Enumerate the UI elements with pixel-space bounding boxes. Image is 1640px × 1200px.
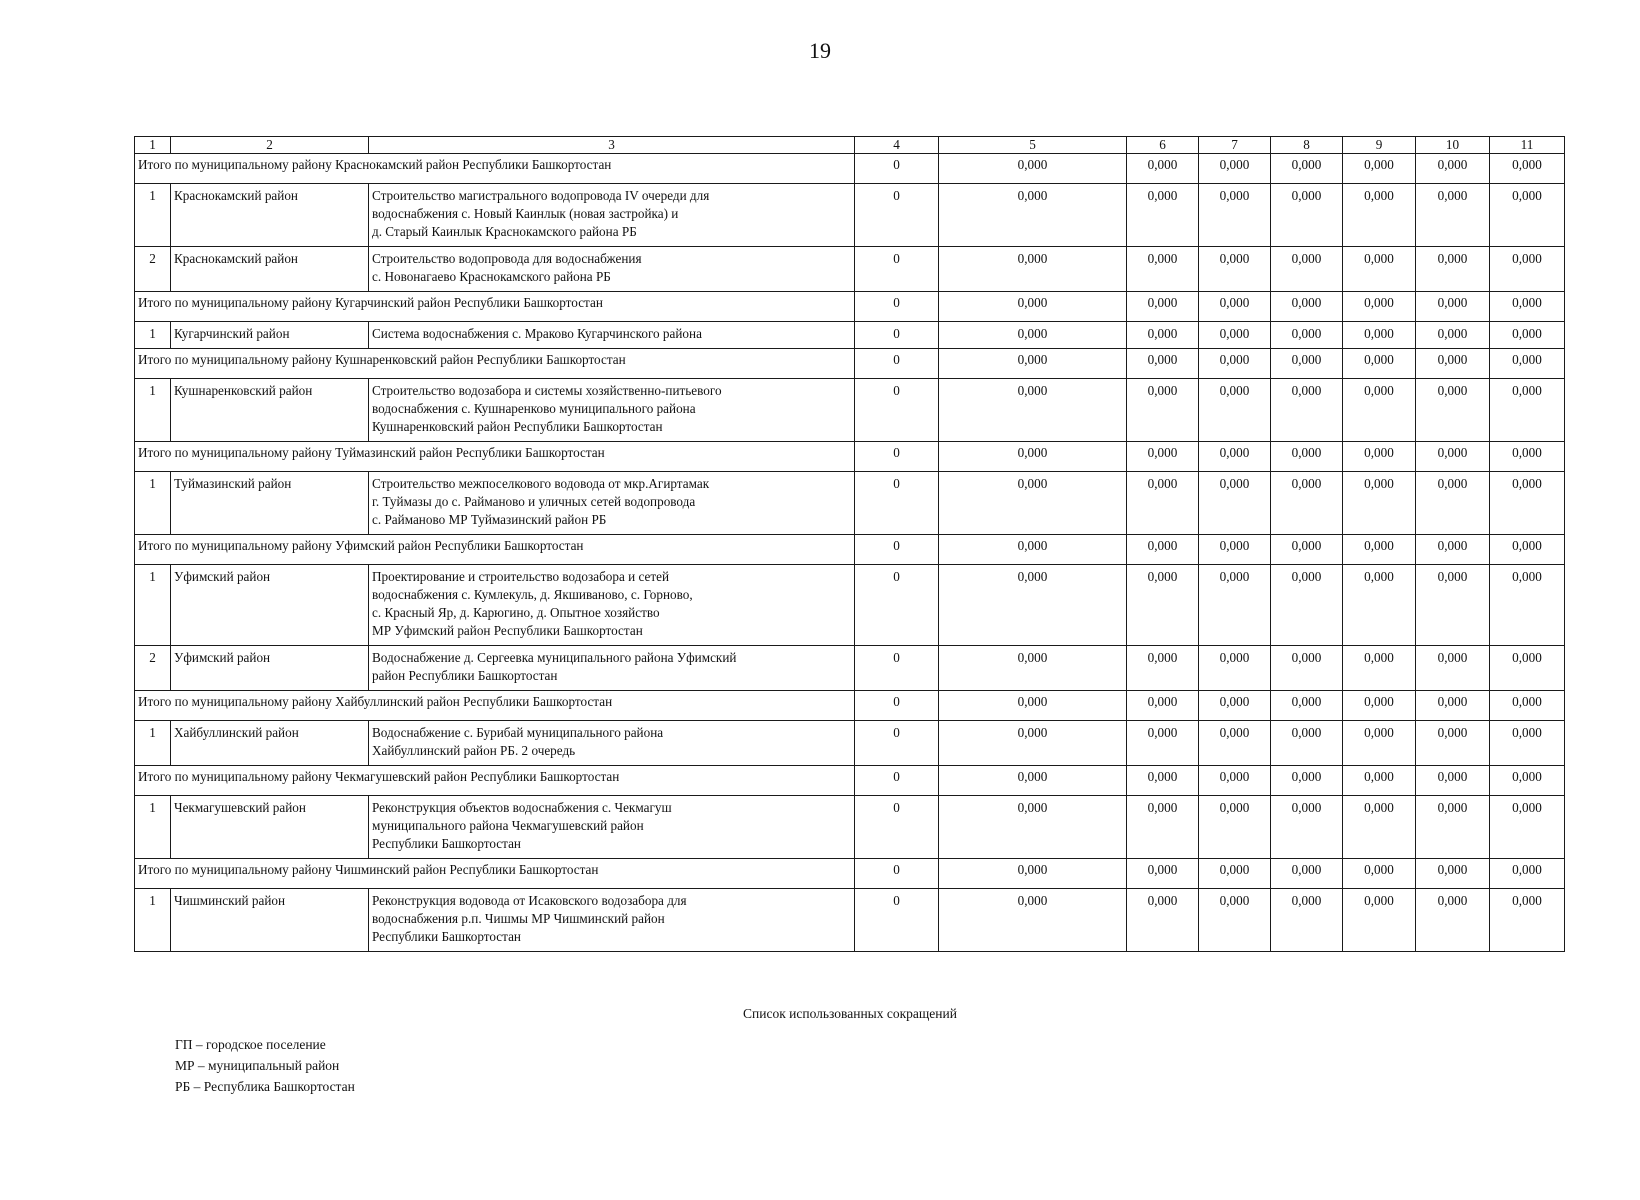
value-cell-col-11: 0,000 [1490, 379, 1565, 442]
district-total-row [135, 691, 1565, 721]
value-cell-col-8: 0,000 [1271, 154, 1343, 184]
row-number: 2 [135, 646, 171, 691]
value-cell-col-11: 0,000 [1490, 247, 1565, 292]
value-cell-col-4: 0 [855, 349, 939, 379]
project-description-line: Строительство водопровода для водоснабжения [372, 251, 642, 266]
value-cell-col-10: 0,000 [1416, 292, 1490, 322]
value-cell-col-8: 0,000 [1271, 379, 1343, 442]
table-body [135, 137, 1565, 952]
project-description [369, 721, 855, 766]
value-cell-col-9: 0,000 [1343, 565, 1416, 646]
project-description [369, 322, 855, 349]
value-cell-col-7: 0,000 [1199, 322, 1271, 349]
value-cell-col-6: 0,000 [1127, 565, 1199, 646]
value-cell-col-7: 0,000 [1199, 154, 1271, 184]
district-total-row [135, 292, 1565, 322]
total-label: Итого по муниципальному району Кугарчинский район Республики Башкортостан [135, 292, 855, 322]
district-name: Кушнаренковский район [171, 379, 369, 442]
project-row [135, 796, 1565, 859]
water-supply-table [134, 136, 1565, 952]
project-description-line: Строительство межпоселкового водовода от мкр.Агиртамак [372, 476, 710, 491]
value-cell-col-11: 0,000 [1490, 646, 1565, 691]
project-description-line: водоснабжения с. Новый Каинлык (новая застройка) и [372, 206, 679, 221]
value-cell-col-7: 0,000 [1199, 379, 1271, 442]
value-cell-col-8: 0,000 [1271, 292, 1343, 322]
value-cell-col-11: 0,000 [1490, 721, 1565, 766]
project-row [135, 721, 1565, 766]
value-cell-col-5: 0,000 [939, 889, 1127, 952]
value-cell-col-7: 0,000 [1199, 349, 1271, 379]
value-cell-col-6: 0,000 [1127, 889, 1199, 952]
value-cell-col-6: 0,000 [1127, 247, 1199, 292]
value-cell-col-9: 0,000 [1343, 184, 1416, 247]
header-cell: 6 [1127, 137, 1199, 154]
total-label: Итого по муниципальному району Кушнаренковский район Республики Башкортостан [135, 349, 855, 379]
district-total-row [135, 535, 1565, 565]
total-label: Итого по муниципальному району Чекмагушевский район Республики Башкортостан [135, 766, 855, 796]
value-cell-col-9: 0,000 [1343, 859, 1416, 889]
value-cell-col-10: 0,000 [1416, 184, 1490, 247]
project-description-line: МР Уфимский район Республики Башкортостан [372, 623, 643, 638]
table-header-row [135, 137, 1565, 154]
value-cell-col-5: 0,000 [939, 766, 1127, 796]
value-cell-col-10: 0,000 [1416, 721, 1490, 766]
row-number: 1 [135, 796, 171, 859]
project-description-line: Республики Башкортостан [372, 836, 521, 851]
value-cell-col-11: 0,000 [1490, 322, 1565, 349]
district-total-row [135, 154, 1565, 184]
value-cell-col-10: 0,000 [1416, 535, 1490, 565]
project-description-line: Система водоснабжения с. Мраково Кугарчинского района [372, 326, 702, 341]
value-cell-col-7: 0,000 [1199, 184, 1271, 247]
row-number: 1 [135, 379, 171, 442]
value-cell-col-11: 0,000 [1490, 859, 1565, 889]
total-label: Итого по муниципальному району Чишминский район Республики Башкортостан [135, 859, 855, 889]
value-cell-col-8: 0,000 [1271, 565, 1343, 646]
value-cell-col-5: 0,000 [939, 322, 1127, 349]
value-cell-col-11: 0,000 [1490, 154, 1565, 184]
value-cell-col-4: 0 [855, 292, 939, 322]
project-description [369, 184, 855, 247]
header-cell: 2 [171, 137, 369, 154]
value-cell-col-10: 0,000 [1416, 442, 1490, 472]
value-cell-col-8: 0,000 [1271, 247, 1343, 292]
value-cell-col-4: 0 [855, 535, 939, 565]
value-cell-col-10: 0,000 [1416, 889, 1490, 952]
value-cell-col-5: 0,000 [939, 721, 1127, 766]
value-cell-col-9: 0,000 [1343, 247, 1416, 292]
project-description-line: водоснабжения с. Кумлекуль, д. Якшиваново, с. Горново, [372, 587, 693, 602]
project-row [135, 646, 1565, 691]
value-cell-col-11: 0,000 [1490, 184, 1565, 247]
value-cell-col-7: 0,000 [1199, 292, 1271, 322]
district-name: Хайбуллинский район [171, 721, 369, 766]
value-cell-col-4: 0 [855, 565, 939, 646]
total-label: Итого по муниципальному району Туймазинский район Республики Башкортостан [135, 442, 855, 472]
project-description-line: район Республики Башкортостан [372, 668, 558, 683]
value-cell-col-11: 0,000 [1490, 796, 1565, 859]
value-cell-col-7: 0,000 [1199, 766, 1271, 796]
project-description-line: Водоснабжение д. Сергеевка муниципального района Уфимский [372, 650, 737, 665]
value-cell-col-9: 0,000 [1343, 349, 1416, 379]
value-cell-col-8: 0,000 [1271, 766, 1343, 796]
value-cell-col-9: 0,000 [1343, 646, 1416, 691]
row-number: 1 [135, 889, 171, 952]
value-cell-col-4: 0 [855, 472, 939, 535]
project-description [369, 247, 855, 292]
abbreviation-item: РБ – Республика Башкортостан [175, 1079, 355, 1094]
value-cell-col-11: 0,000 [1490, 442, 1565, 472]
project-description-line: Проектирование и строительство водозабора и сетей [372, 569, 670, 584]
value-cell-col-10: 0,000 [1416, 472, 1490, 535]
value-cell-col-5: 0,000 [939, 349, 1127, 379]
value-cell-col-4: 0 [855, 322, 939, 349]
value-cell-col-9: 0,000 [1343, 766, 1416, 796]
value-cell-col-7: 0,000 [1199, 442, 1271, 472]
total-label: Итого по муниципальному району Краснокамский район Республики Башкортостан [135, 154, 855, 184]
value-cell-col-4: 0 [855, 442, 939, 472]
value-cell-col-10: 0,000 [1416, 859, 1490, 889]
row-number: 1 [135, 565, 171, 646]
district-name: Уфимский район [171, 565, 369, 646]
abbreviation-item: ГП – городское поселение [175, 1037, 326, 1052]
district-total-row [135, 766, 1565, 796]
value-cell-col-9: 0,000 [1343, 442, 1416, 472]
value-cell-col-8: 0,000 [1271, 721, 1343, 766]
project-description-line: Реконструкция водовода от Исаковского водозабора для [372, 893, 687, 908]
value-cell-col-8: 0,000 [1271, 472, 1343, 535]
value-cell-col-10: 0,000 [1416, 322, 1490, 349]
value-cell-col-6: 0,000 [1127, 292, 1199, 322]
project-description-line: с. Райманово МР Туймазинский район РБ [372, 512, 607, 527]
value-cell-col-9: 0,000 [1343, 889, 1416, 952]
value-cell-col-8: 0,000 [1271, 349, 1343, 379]
value-cell-col-6: 0,000 [1127, 184, 1199, 247]
header-cell: 11 [1490, 137, 1565, 154]
district-name: Краснокамский район [171, 184, 369, 247]
value-cell-col-11: 0,000 [1490, 349, 1565, 379]
value-cell-col-5: 0,000 [939, 379, 1127, 442]
value-cell-col-4: 0 [855, 721, 939, 766]
row-number: 1 [135, 721, 171, 766]
abbreviations-title: Список использованных сокращений [743, 1006, 957, 1021]
header-cell: 5 [939, 137, 1127, 154]
district-total-row [135, 859, 1565, 889]
value-cell-col-5: 0,000 [939, 247, 1127, 292]
project-description [369, 646, 855, 691]
abbreviations-list [175, 1034, 355, 1097]
district-name: Краснокамский район [171, 247, 369, 292]
project-description-line: Строительство магистрального водопровода IV очереди для [372, 188, 710, 203]
value-cell-col-10: 0,000 [1416, 646, 1490, 691]
value-cell-col-10: 0,000 [1416, 247, 1490, 292]
project-description-line: Строительство водозабора и системы хозяйственно-питьевого [372, 383, 722, 398]
project-row [135, 184, 1565, 247]
value-cell-col-11: 0,000 [1490, 889, 1565, 952]
value-cell-col-6: 0,000 [1127, 472, 1199, 535]
value-cell-col-4: 0 [855, 796, 939, 859]
value-cell-col-6: 0,000 [1127, 796, 1199, 859]
value-cell-col-7: 0,000 [1199, 721, 1271, 766]
value-cell-col-4: 0 [855, 154, 939, 184]
value-cell-col-5: 0,000 [939, 565, 1127, 646]
value-cell-col-9: 0,000 [1343, 535, 1416, 565]
value-cell-col-5: 0,000 [939, 796, 1127, 859]
value-cell-col-7: 0,000 [1199, 247, 1271, 292]
district-name: Туймазинский район [171, 472, 369, 535]
value-cell-col-5: 0,000 [939, 535, 1127, 565]
district-name: Чекмагушевский район [171, 796, 369, 859]
value-cell-col-5: 0,000 [939, 292, 1127, 322]
value-cell-col-6: 0,000 [1127, 154, 1199, 184]
value-cell-col-10: 0,000 [1416, 349, 1490, 379]
value-cell-col-4: 0 [855, 766, 939, 796]
value-cell-col-9: 0,000 [1343, 292, 1416, 322]
project-row [135, 889, 1565, 952]
value-cell-col-5: 0,000 [939, 691, 1127, 721]
value-cell-col-4: 0 [855, 691, 939, 721]
district-name: Кугарчинский район [171, 322, 369, 349]
abbreviation-item: МР – муниципальный район [175, 1058, 340, 1073]
value-cell-col-9: 0,000 [1343, 322, 1416, 349]
value-cell-col-7: 0,000 [1199, 472, 1271, 535]
project-description-line: с. Новонагаево Краснокамского района РБ [372, 269, 611, 284]
row-number: 1 [135, 472, 171, 535]
total-label: Итого по муниципальному району Уфимский район Республики Башкортостан [135, 535, 855, 565]
row-number: 2 [135, 247, 171, 292]
header-cell: 10 [1416, 137, 1490, 154]
value-cell-col-5: 0,000 [939, 184, 1127, 247]
value-cell-col-8: 0,000 [1271, 322, 1343, 349]
project-description-line: Реконструкция объектов водоснабжения с. Чекмагуш [372, 800, 672, 815]
value-cell-col-11: 0,000 [1490, 565, 1565, 646]
header-cell: 3 [369, 137, 855, 154]
value-cell-col-9: 0,000 [1343, 472, 1416, 535]
value-cell-col-10: 0,000 [1416, 379, 1490, 442]
value-cell-col-5: 0,000 [939, 442, 1127, 472]
project-description [369, 565, 855, 646]
value-cell-col-5: 0,000 [939, 472, 1127, 535]
project-description [369, 889, 855, 952]
district-name: Чишминский район [171, 889, 369, 952]
project-description-line: муниципального района Чекмагушевский район [372, 818, 644, 833]
value-cell-col-11: 0,000 [1490, 472, 1565, 535]
value-cell-col-4: 0 [855, 646, 939, 691]
value-cell-col-9: 0,000 [1343, 796, 1416, 859]
value-cell-col-11: 0,000 [1490, 292, 1565, 322]
value-cell-col-7: 0,000 [1199, 796, 1271, 859]
value-cell-col-10: 0,000 [1416, 766, 1490, 796]
value-cell-col-4: 0 [855, 247, 939, 292]
project-row [135, 379, 1565, 442]
value-cell-col-7: 0,000 [1199, 535, 1271, 565]
water-supply-table-container [134, 136, 1564, 952]
value-cell-col-6: 0,000 [1127, 535, 1199, 565]
value-cell-col-6: 0,000 [1127, 766, 1199, 796]
value-cell-col-4: 0 [855, 889, 939, 952]
value-cell-col-8: 0,000 [1271, 442, 1343, 472]
value-cell-col-6: 0,000 [1127, 859, 1199, 889]
project-description-line: Кушнаренковский район Республики Башкортостан [372, 419, 663, 434]
project-description-line: Водоснабжение с. Бурибай муниципального района [372, 725, 664, 740]
value-cell-col-11: 0,000 [1490, 691, 1565, 721]
value-cell-col-10: 0,000 [1416, 691, 1490, 721]
project-row [135, 247, 1565, 292]
value-cell-col-9: 0,000 [1343, 154, 1416, 184]
value-cell-col-8: 0,000 [1271, 796, 1343, 859]
value-cell-col-5: 0,000 [939, 646, 1127, 691]
value-cell-col-6: 0,000 [1127, 379, 1199, 442]
value-cell-col-7: 0,000 [1199, 859, 1271, 889]
header-cell: 9 [1343, 137, 1416, 154]
value-cell-col-8: 0,000 [1271, 646, 1343, 691]
value-cell-col-9: 0,000 [1343, 721, 1416, 766]
page-number: 19 [809, 38, 831, 63]
value-cell-col-6: 0,000 [1127, 349, 1199, 379]
district-name: Уфимский район [171, 646, 369, 691]
header-cell: 4 [855, 137, 939, 154]
project-description [369, 796, 855, 859]
value-cell-col-6: 0,000 [1127, 322, 1199, 349]
district-total-row [135, 349, 1565, 379]
project-row [135, 472, 1565, 535]
value-cell-col-7: 0,000 [1199, 889, 1271, 952]
value-cell-col-9: 0,000 [1343, 691, 1416, 721]
project-description-line: водоснабжения с. Кушнаренково муниципального района [372, 401, 696, 416]
district-total-row [135, 442, 1565, 472]
project-row [135, 565, 1565, 646]
value-cell-col-4: 0 [855, 859, 939, 889]
value-cell-col-6: 0,000 [1127, 646, 1199, 691]
value-cell-col-7: 0,000 [1199, 565, 1271, 646]
project-description-line: г. Туймазы до с. Райманово и уличных сетей водопровода [372, 494, 696, 509]
project-description [369, 472, 855, 535]
value-cell-col-5: 0,000 [939, 859, 1127, 889]
header-cell: 7 [1199, 137, 1271, 154]
value-cell-col-8: 0,000 [1271, 691, 1343, 721]
project-description-line: водоснабжения р.п. Чишмы МР Чишминский район [372, 911, 665, 926]
value-cell-col-8: 0,000 [1271, 859, 1343, 889]
row-number: 1 [135, 322, 171, 349]
value-cell-col-9: 0,000 [1343, 379, 1416, 442]
value-cell-col-8: 0,000 [1271, 184, 1343, 247]
value-cell-col-4: 0 [855, 184, 939, 247]
value-cell-col-6: 0,000 [1127, 442, 1199, 472]
header-cell: 1 [135, 137, 171, 154]
project-description-line: с. Красный Яр, д. Карюгино, д. Опытное хозяйство [372, 605, 660, 620]
project-description-line: Хайбуллинский район РБ. 2 очередь [372, 743, 576, 758]
value-cell-col-6: 0,000 [1127, 691, 1199, 721]
value-cell-col-7: 0,000 [1199, 691, 1271, 721]
value-cell-col-5: 0,000 [939, 154, 1127, 184]
project-description-line: д. Старый Каинлык Краснокамского района РБ [372, 224, 637, 239]
project-description [369, 379, 855, 442]
value-cell-col-11: 0,000 [1490, 766, 1565, 796]
value-cell-col-7: 0,000 [1199, 646, 1271, 691]
value-cell-col-4: 0 [855, 379, 939, 442]
header-cell: 8 [1271, 137, 1343, 154]
value-cell-col-11: 0,000 [1490, 535, 1565, 565]
total-label: Итого по муниципальному району Хайбуллинский район Республики Башкортостан [135, 691, 855, 721]
project-description-line: Республики Башкортостан [372, 929, 521, 944]
value-cell-col-10: 0,000 [1416, 796, 1490, 859]
value-cell-col-8: 0,000 [1271, 889, 1343, 952]
value-cell-col-10: 0,000 [1416, 154, 1490, 184]
project-row [135, 322, 1565, 349]
value-cell-col-6: 0,000 [1127, 721, 1199, 766]
value-cell-col-10: 0,000 [1416, 565, 1490, 646]
value-cell-col-8: 0,000 [1271, 535, 1343, 565]
row-number: 1 [135, 184, 171, 247]
